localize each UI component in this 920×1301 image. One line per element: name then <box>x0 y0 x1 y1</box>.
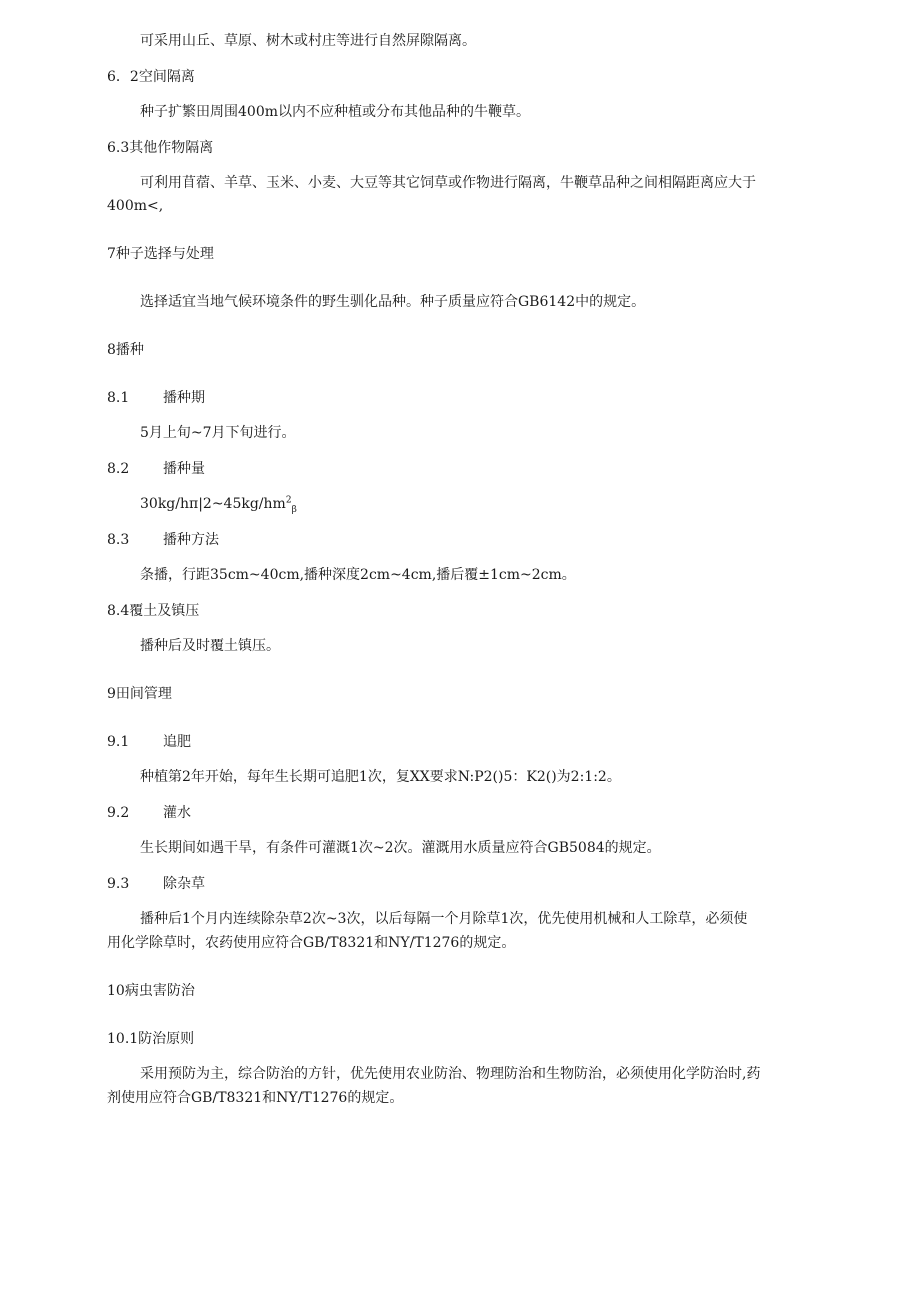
section-title: 播种方法 <box>163 532 219 548</box>
heading-9-3-weeding <box>107 875 205 893</box>
heading-7-seed-selection: 7种子选择与处理 <box>107 246 214 262</box>
paragraph-cover-soil: 播种后及时覆土镇压。 <box>140 638 280 654</box>
paragraph-sowing-amount <box>140 495 297 513</box>
paragraph-crop-isolation-cont: 400m<, <box>107 198 164 214</box>
section-title: 播种量 <box>163 461 205 477</box>
section-title: 除杂草 <box>163 876 205 892</box>
heading-9-field-management: 9田间管理 <box>107 686 172 702</box>
section-number: 8.2 <box>107 461 130 477</box>
section-title: 灌水 <box>163 805 191 821</box>
section-number: 8.1 <box>107 390 130 406</box>
section-number: 9.3 <box>107 876 130 892</box>
paragraph-seed-selection: 选择适宜当地气候环境条件的野生驯化品种。种子质量应符合GB6142中的规定。 <box>140 294 646 310</box>
paragraph-weeding-cont: 用化学除草时，农药使用应符合GB/T8321和NY/T1276的规定。 <box>107 935 516 951</box>
heading-8-1-sowing-period <box>107 389 205 407</box>
section-title: 追肥 <box>163 734 191 750</box>
sowing-amount-text: 30kg/hπ|2~45kg/hm <box>140 496 286 512</box>
paragraph-principles: 采用预防为主，综合防治的方针，优先使用农业防治、物理防治和生物防治，必须使用化学防治时,药 <box>140 1066 761 1082</box>
paragraph-spatial-isolation: 种子扩繁田周围400m以内不应种植或分布其他品种的牛鞭草。 <box>140 104 530 120</box>
subscript: β <box>291 504 297 515</box>
section-title: 播种期 <box>163 390 205 406</box>
heading-8-4-cover-soil: 8.4覆土及镇压 <box>107 603 200 619</box>
paragraph-sowing-method: 条播，行距35cm~40cm,播种深度2cm~4cm,播后覆±1cm~2cm。 <box>140 567 576 583</box>
heading-10-pest-control: 10病虫害防治 <box>107 983 195 999</box>
paragraph-crop-isolation: 可利用苜蓿、羊草、玉米、小麦、大豆等其它饲草或作物进行隔离，牛鞭草品种之间相隔距离应大于 <box>140 175 756 191</box>
paragraph-natural-isolation: 可采用山丘、草原、树木或村庄等进行自然屏隙隔离。 <box>140 33 476 49</box>
heading-9-1-fertilizing <box>107 733 191 751</box>
paragraph-sowing-period: 5月上旬~7月下旬进行。 <box>140 425 296 441</box>
heading-10-1-principles: 10.1防治原则 <box>107 1031 195 1047</box>
section-number: 9.1 <box>107 734 130 750</box>
superscript: 2 <box>285 495 292 506</box>
paragraph-irrigation: 生长期间如遇干旱，有条件可灌溉1次~2次。灌溉用水质量应符合GB5084的规定。 <box>140 840 661 856</box>
heading-8-2-sowing-amount <box>107 460 205 478</box>
paragraph-fertilizing: 种植第2年开始，每年生长期可追肥1次，复XX要求N:P2()5：K2()为2:1:2。 <box>140 769 621 785</box>
heading-6-2-spatial-isolation: 6．2空间隔离 <box>107 69 195 85</box>
heading-9-2-irrigation <box>107 804 191 822</box>
heading-8-sowing: 8播种 <box>107 342 144 358</box>
paragraph-principles-cont: 剂使用应符合GB/T8321和NY/T1276的规定。 <box>107 1090 404 1106</box>
paragraph-weeding: 播种后1个月内连续除杂草2次~3次，以后每隔一个月除草1次，优先使用机械和人工除草，必须使 <box>140 911 748 927</box>
section-number: 8.3 <box>107 532 130 548</box>
section-number: 9.2 <box>107 805 130 821</box>
heading-6-3-other-crop-isolation: 6.3其他作物隔离 <box>107 140 214 156</box>
heading-8-3-sowing-method <box>107 531 219 549</box>
